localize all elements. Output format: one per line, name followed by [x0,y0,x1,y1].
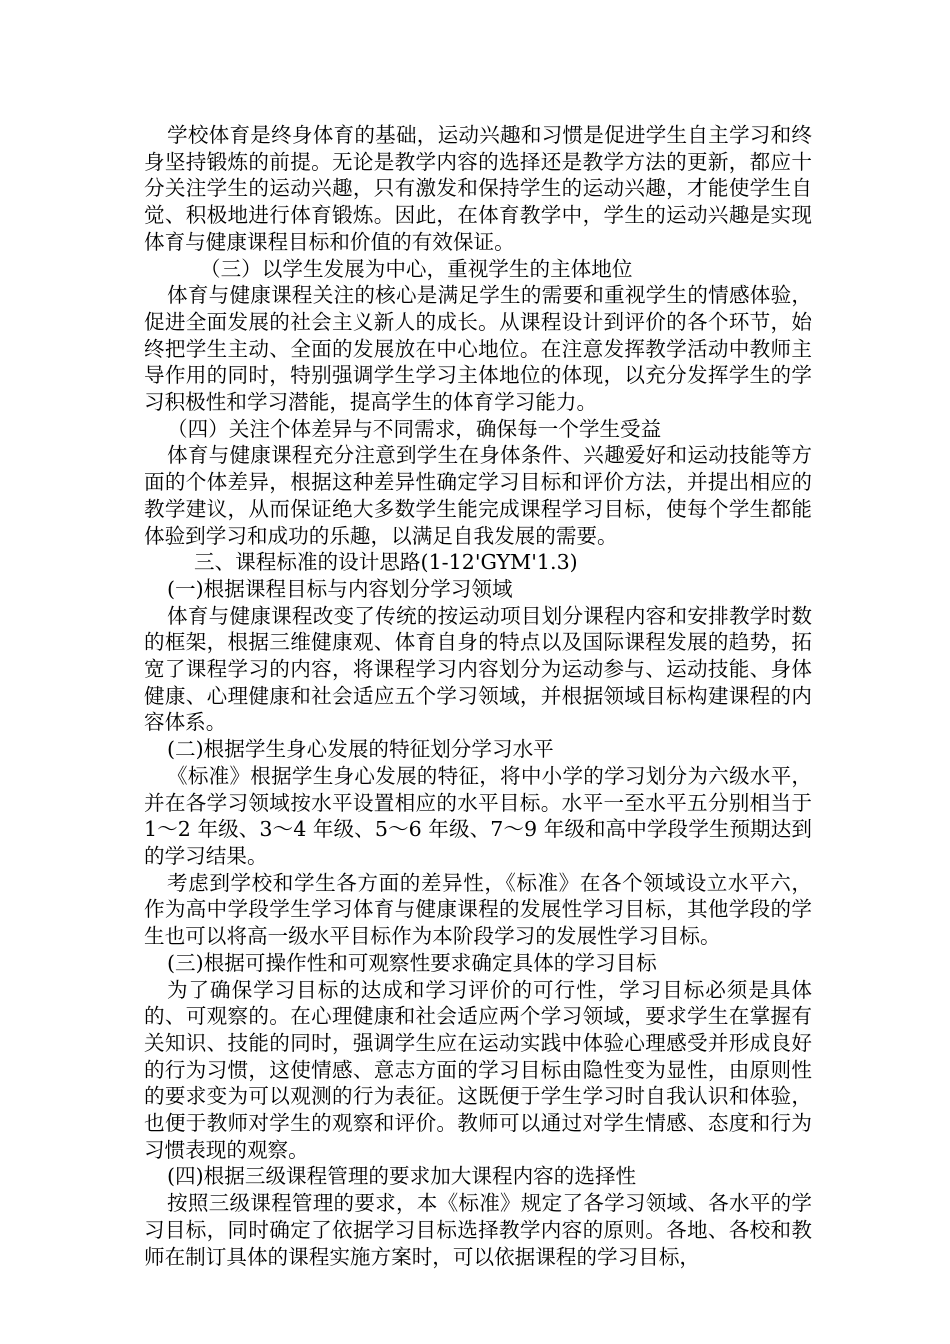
paragraph-learning-domains: 体育与健康课程改变了传统的按运动项目划分课程内容和安排教学时数的框架，根据三维健康观、体育自身的特点以及国际课程发展的趋势，拓宽了课程学习的内容，将课程学习内容划分为运动参与、运动技能、身体健康、心理健康和社会适应五个学习领域，并根据领域目标构建课程的内容体系。 [144,603,812,735]
section-heading-design-ideas: 三、课程标准的设计思路(1-12'GYM'1.3) [194,550,578,575]
document-body [144,122,812,1270]
paragraph-content-selectivity: 按照三级课程管理的要求，本《标准》规定了各学习领域、各水平的学习目标，同时确定了依据学习目标选择教学内容的原则。各地、各校和教师在制订具体的课程实施方案时，可以依据课程的学习目标， [144,1191,812,1269]
paragraph-specific-goals: 为了确保学习目标的达成和学习评价的可行性，学习目标必须是具体的、可观察的。在心理健康和社会适应两个学习领域，要求学生在掌握有关知识、技能的同时，强调学生应在运动实践中体验心理感受并形成良好的行为习惯，这使情感、意志方面的学习目标由隐性变为显性，由原则性的要求变为可以观测的行为表征。这既便于学生学习时自我认识和体验，也便于教师对学生的观察和评价。教师可以通过对学生情感、态度和行为习惯表现的观察。 [144,977,812,1162]
heading-student-centered: （三）以学生发展为中心，重视学生的主体地位 [200,256,633,281]
paragraph-student-centered: 体育与健康课程关注的核心是满足学生的需要和重视学生的情感体验，促进全面发展的社会主义新人的成长。从课程设计到评价的各个环节，始终把学生主动、全面的发展放在中心地位。在注意发挥教学活动中教师主导作用的同时，特别强调学生学习主体地位的体现，以充分发挥学生的学习积极性和学习潜能，提高学生的体育学习能力。 [144,283,812,415]
heading-content-selectivity: (四)根据三级课程管理的要求加大课程内容的选择性 [167,1164,637,1189]
paragraph-learning-levels: 《标准》根据学生身心发展的特征，将中小学的学习划分为六级水平，并在各学习领域按水平设置相应的水平目标。水平一至水平五分别相当于 1～2 年级、3～4 年级、5～6 年级、7～9 年级和高中学段学生预期达到的学习结果。 [144,763,812,868]
paragraph-level-six: 考虑到学校和学生各方面的差异性，《标准》在各个领域设立水平六，作为高中学段学生学习体育与健康课程的发展性学习目标，其他学段的学生也可以将高一级水平目标作为本阶段学习的发展性学习目标。 [144,870,812,949]
heading-learning-domains: (一)根据课程目标与内容划分学习领域 [167,576,513,601]
heading-individual-differences: （四）关注个体差异与不同需求，确保每一个学生受益 [167,416,662,441]
paragraph-individual-differences: 体育与健康课程充分注意到学生在身体条件、兴趣爱好和运动技能等方面的个体差异，根据这种差异性确定学习目标和评价方法，并提出相应的教学建议，从而保证绝大多数学生能完成课程学习目标，使每个学生都能体验到学习和成功的乐趣，以满足自我发展的需要。 [144,443,812,548]
heading-learning-levels: (二)根据学生身心发展的特征划分学习水平 [167,737,554,762]
heading-specific-goals: (三)根据可操作性和可观察性要求确定具体的学习目标 [167,950,657,975]
paragraph-interest: 学校体育是终身体育的基础，运动兴趣和习惯是促进学生自主学习和终身坚持锻炼的前提。无论是教学内容的选择还是教学方法的更新，都应十分关注学生的运动兴趣，只有激发和保持学生的运动兴趣，才能使学生自觉、积极地进行体育锻炼。因此，在体育教学中，学生的运动兴趣是实现体育与健康课程目标和价值的有效保证。 [144,123,812,254]
